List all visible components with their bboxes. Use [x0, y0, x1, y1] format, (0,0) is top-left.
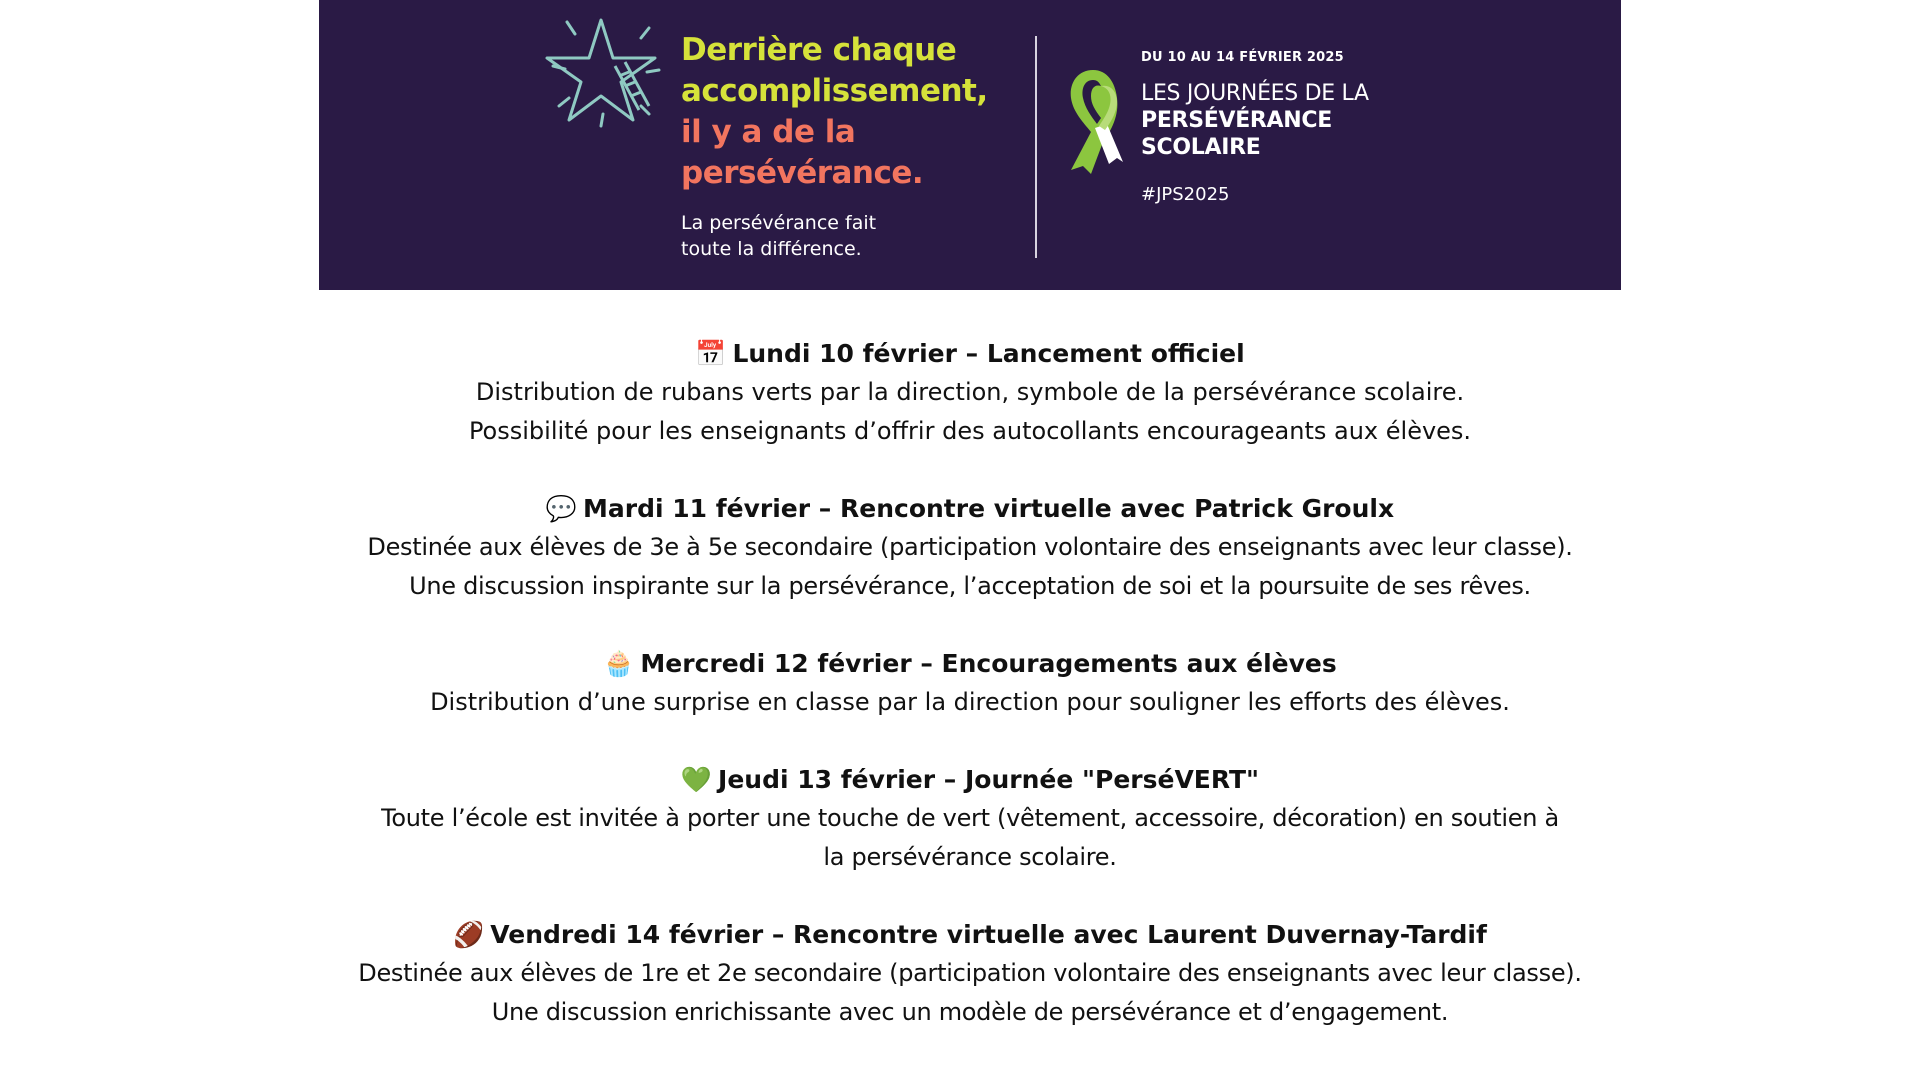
- slogan-line: il y a de la: [681, 114, 856, 150]
- sub-slogan-line: La persévérance fait: [681, 212, 877, 234]
- speech-bubble-icon: 💬: [545, 494, 578, 523]
- event-description-line: Une discussion inspirante sur la persévérance, l’acceptation de soi et la poursuite de ses rêves.: [409, 572, 1531, 600]
- event-description: [319, 373, 1621, 451]
- event-title: [319, 644, 1621, 683]
- event-description-line: Une discussion enrichissante avec un modèle de persévérance et d’engagement.: [491, 998, 1449, 1026]
- sub-slogan-line: toute la différence.: [681, 238, 862, 260]
- events-list: [319, 334, 1621, 1070]
- slogan-line: persévérance.: [681, 155, 924, 191]
- star-icon: [545, 14, 669, 138]
- event-title-text: Jeudi 13 février – Journée "PerséVERT": [718, 765, 1260, 794]
- jps-title-bold: PERSÉVÉRANCE: [1141, 108, 1332, 133]
- event-item: [319, 334, 1621, 451]
- event-title-text: Lundi 10 février – Lancement officiel: [732, 339, 1245, 368]
- event-description-line: la persévérance scolaire.: [823, 843, 1117, 871]
- event-description-line: Distribution d’une surprise en classe par la direction pour souligner les efforts des élèves.: [430, 688, 1510, 716]
- event-description: [319, 799, 1621, 877]
- event-dates: DU 10 AU 14 FÉVRIER 2025: [1141, 50, 1344, 65]
- calendar-icon: 📅: [695, 339, 727, 368]
- event-item: [319, 489, 1621, 606]
- football-icon: 🏈: [453, 920, 485, 949]
- event-description: [319, 528, 1621, 606]
- event-description-line: Possibilité pour les enseignants d’offrir des autocollants encourageants aux élèves.: [468, 417, 1472, 445]
- event-title-text: Mercredi 12 février – Encouragements aux élèves: [640, 649, 1337, 678]
- event-description: [319, 954, 1621, 1032]
- event-title: [319, 334, 1621, 373]
- jps-banner: [319, 0, 1621, 290]
- event-description-line: Distribution de rubans verts par la direction, symbole de la persévérance scolaire.: [475, 378, 1465, 406]
- jps-title-light: LES JOURNÉES DE LA: [1141, 81, 1369, 106]
- event-title: [319, 915, 1621, 954]
- cupcake-icon: 🧁: [603, 649, 635, 678]
- event-item: [319, 760, 1621, 877]
- hashtag: #JPS2025: [1141, 184, 1230, 205]
- slogan-line: accomplissement,: [681, 73, 988, 109]
- event-title: [319, 760, 1621, 799]
- green-ribbon-icon: [1057, 66, 1129, 174]
- jps-title-bold: SCOLAIRE: [1141, 135, 1261, 160]
- event-description-line: Destinée aux élèves de 3e à 5e secondaire (participation volontaire des enseignants avec leur classe).: [367, 533, 1573, 561]
- sub-slogan: [681, 210, 876, 262]
- event-description-line: Destinée aux élèves de 1re et 2e secondaire (participation volontaire des enseignants avec leur classe).: [358, 959, 1582, 987]
- event-description: [319, 683, 1621, 722]
- banner-divider: [1035, 36, 1037, 258]
- slogan: [681, 30, 988, 194]
- event-title: [319, 489, 1621, 528]
- jps-title: [1141, 80, 1369, 161]
- event-item: [319, 915, 1621, 1032]
- event-title-text: Mardi 11 février – Rencontre virtuelle avec Patrick Groulx: [583, 494, 1395, 523]
- slogan-line: Derrière chaque: [681, 32, 957, 68]
- green-heart-icon: 💚: [680, 765, 713, 794]
- event-title-text: Vendredi 14 février – Rencontre virtuelle avec Laurent Duvernay-Tardif: [490, 920, 1487, 949]
- event-item: [319, 644, 1621, 722]
- event-description-line: Toute l’école est invitée à porter une touche de vert (vêtement, accessoire, décoration) en soutien à: [381, 804, 1559, 832]
